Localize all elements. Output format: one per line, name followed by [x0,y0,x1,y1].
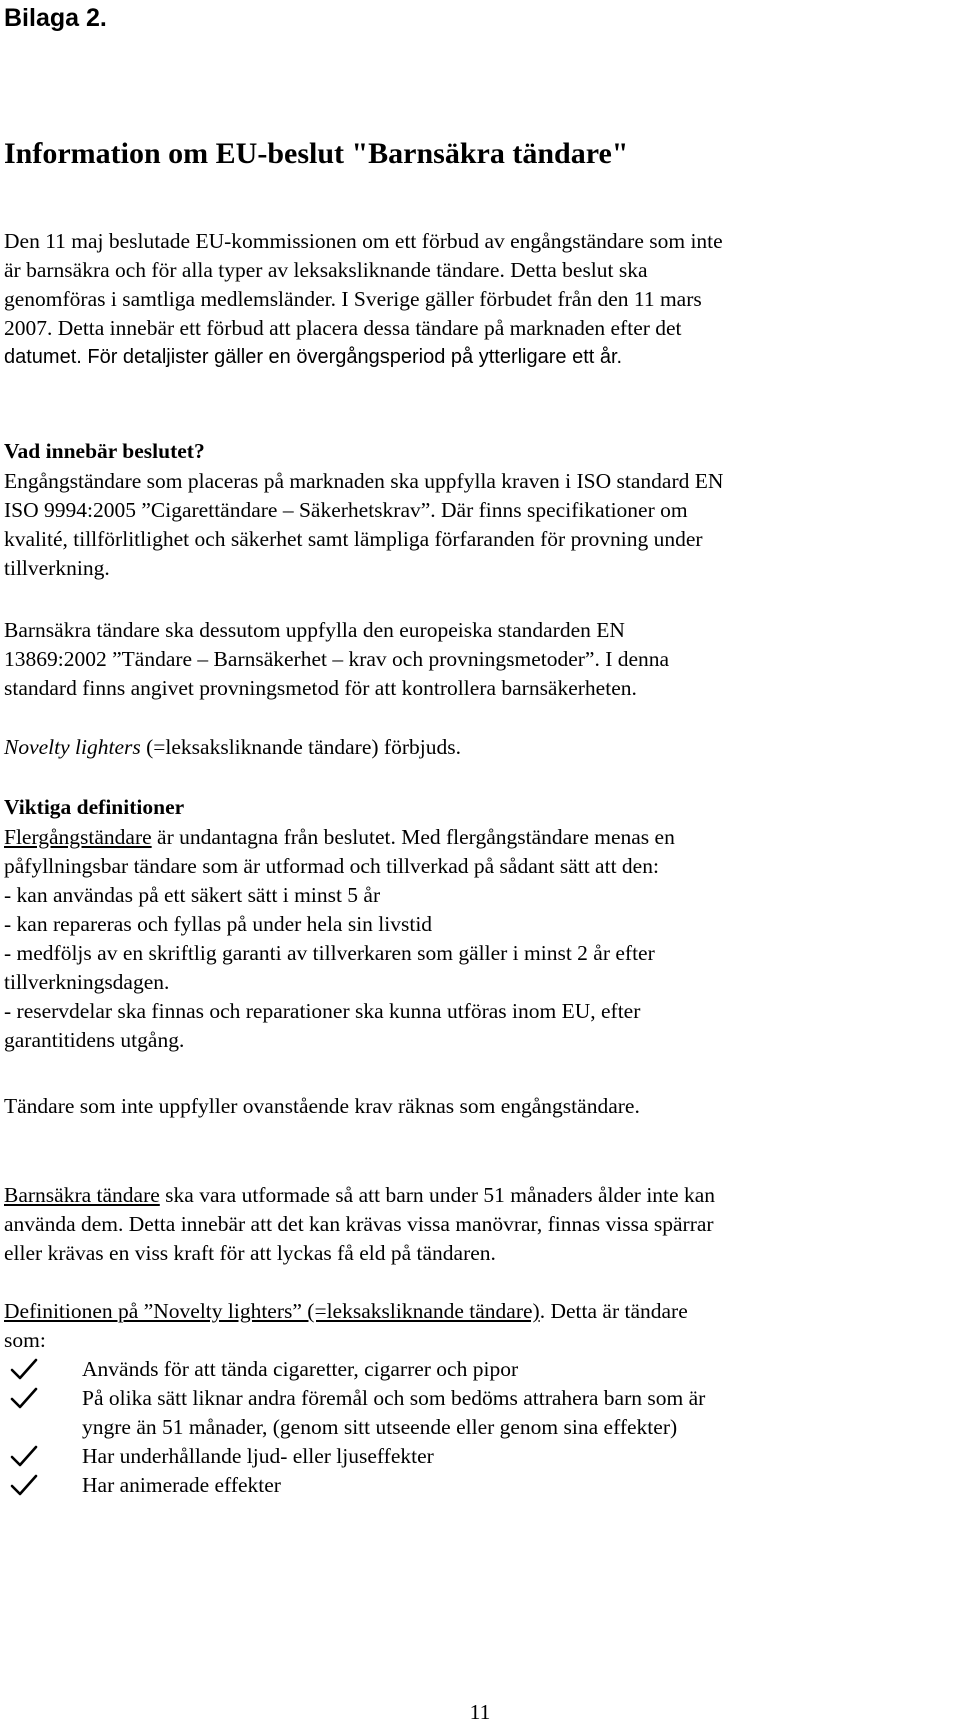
checklist-item [4,1384,949,1442]
novelty-definition-paragraph [4,1297,949,1355]
vad-line: Engångständare som placeras på marknaden ska uppfylla kraven i ISO standard EN [4,469,724,493]
novelty-text: (=leksaksliknande tändare) förbjuds. [140,735,461,759]
flergang-term: Flergångständare [4,825,152,849]
standard-line: standard finns angivet provningsmetod för att kontrollera barnsäkerheten. [4,676,637,700]
standard-line: Barnsäkra tändare ska dessutom uppfylla den europeiska standarden EN [4,618,625,642]
appendix-label: Bilaga 2. [4,4,107,32]
engang-note: Tändare som inte uppfyller ovanstående krav räknas som engångständare. [4,1094,640,1118]
standard-paragraph [4,616,949,703]
flergang-line: påfyllningsbar tändare som är utformad och tillverkad på sådant sätt att den: [4,854,659,878]
document-title: Information om EU-beslut "Barnsäkra tändare" [4,137,629,170]
page-number: 11 [469,1700,491,1724]
checklist-item [4,1442,949,1471]
checkmark-icon [10,1445,38,1467]
novelty-definition-text: . Detta är tändare [539,1299,688,1323]
checkmark-icon [10,1387,38,1409]
intro-line: datumet. För detaljister gäller en övergångsperiod på ytterligare ett år. [4,346,623,368]
flergang-line: - reservdelar ska finnas och reparationer ska kunna utföras inom EU, efter [4,999,641,1023]
checklist-item [4,1471,949,1500]
checklist-text: Har animerade effekter [82,1473,281,1497]
intro-line: är barnsäkra och för alla typer av leksaksliknande tändare. Detta beslut ska [4,258,648,282]
checklist-text: På olika sätt liknar andra föremål och som bedöms attrahera barn som är [82,1386,706,1410]
checkmark-icon [10,1474,38,1496]
vad-line: kvalité, tillförlitlighet och säkerhet samt lämpliga förfaranden för provning under [4,527,703,551]
flergang-line: - kan repareras och fyllas på under hela sin livstid [4,912,433,936]
flergang-paragraph [4,823,949,1055]
checkmark-icon [10,1358,38,1380]
checklist-text: Har underhållande ljud- eller ljuseffekter [82,1444,434,1468]
intro-line: genomföras i samtliga medlemsländer. I Sverige gäller förbudet från den 11 mars [4,287,702,311]
novelty-definition-line: som: [4,1328,46,1352]
barnsakra-line: använda dem. Detta innebär att det kan krävas vissa manövrar, finnas vissa spärrar [4,1212,714,1236]
vad-line: tillverkning. [4,556,110,580]
flergang-line: tillverkningsdagen. [4,970,170,994]
intro-paragraph [4,227,949,372]
barnsakra-term: Barnsäkra tändare [4,1183,160,1207]
novelty-term: Novelty lighters [4,735,141,759]
flergang-text: är undantagna från beslutet. Med flergångständare menas en [151,825,675,849]
vad-paragraph [4,467,949,583]
checklist-item [4,1355,949,1384]
barnsakra-line: eller krävas en viss kraft för att lyckas få eld på tändaren. [4,1241,496,1265]
novelty-checklist [4,1355,949,1500]
vad-line: ISO 9994:2005 ”Cigarettändare – Säkerhetskrav”. Där finns specifikationer om [4,498,688,522]
barnsakra-text: ska vara utformade så att barn under 51 månaders ålder inte kan [159,1183,715,1207]
standard-line: 13869:2002 ”Tändare – Barnsäkerhet – krav och provningsmetoder”. I denna [4,647,670,671]
flergang-line: garantitidens utgång. [4,1028,185,1052]
intro-line: Den 11 maj beslutade EU-kommissionen om ett förbud av engångständare som inte [4,229,723,253]
flergang-line: - kan användas på ett säkert sätt i minst 5 år [4,883,381,907]
section-heading-definitions: Viktiga definitioner [4,795,185,819]
flergang-line: - medföljs av en skriftlig garanti av tillverkaren som gäller i minst 2 år efter [4,941,655,965]
section-heading-vad: Vad innebär beslutet? [4,439,205,463]
novelty-paragraph [4,733,949,762]
barnsakra-paragraph [4,1181,949,1268]
checklist-text: yngre än 51 månader, (genom sitt utseende eller genom sina effekter) [82,1415,678,1439]
intro-line: 2007. Detta innebär ett förbud att placera dessa tändare på marknaden efter det [4,316,682,340]
checklist-text: Används för att tända cigaretter, cigarrer och pipor [82,1357,519,1381]
novelty-definition-term: Definitionen på ”Novelty lighters” (=leksaksliknande tändare) [4,1299,540,1323]
